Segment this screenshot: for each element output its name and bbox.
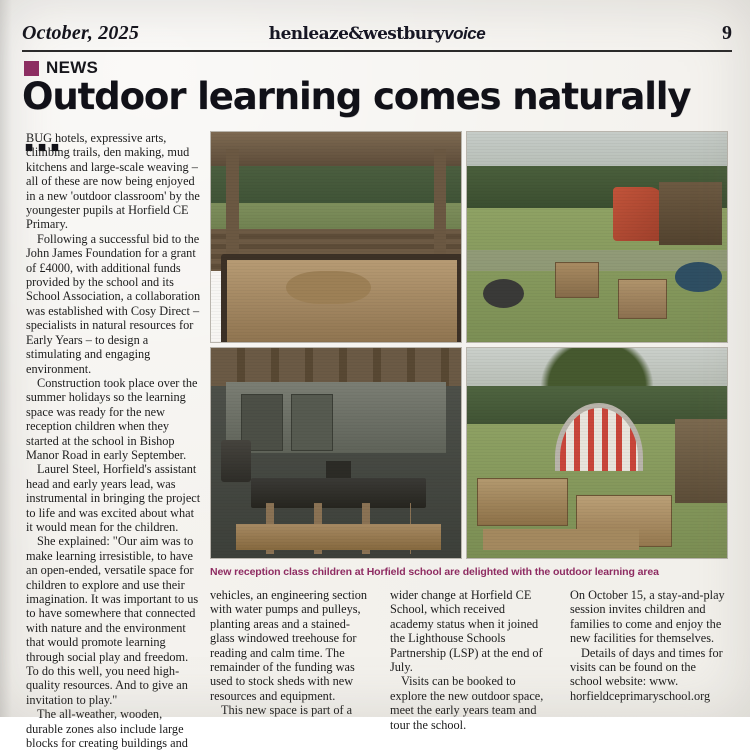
paragraph: Visits can be booked to explore the new outdoor space, meet the early years team and tour the school. — [390, 674, 544, 732]
paragraph: Details of days and times for visits can be found on the school website: www. horfieldceprimaryschool.org — [570, 645, 723, 703]
photo-mud-kitchen — [210, 131, 462, 343]
section-label: NEWS — [46, 58, 99, 77]
paragraph: The all-weather, wooden, durable zones also include large blocks for creating buildings and — [26, 707, 188, 750]
photo-crate — [618, 279, 667, 319]
photo-playhouse — [659, 182, 721, 245]
paragraph: vehicles, an engineering section with water pumps and pulleys, planting areas and a stained-glass windowed treehouse for reading and calm time. The remainder of the funding was used to stock sheds with new resources and equipment. — [210, 588, 368, 703]
page-fold-shadow — [0, 0, 12, 717]
paragraph: BUG hotels, expressive arts, climbing trails, den making, mud kitchens and large-scale weaving – all of these are now being enjoyed in a new 'outdoor classroom' by the youngester pupils at Horfield CE Primary. — [26, 131, 200, 232]
paragraph: wider change at Horfield CE School, which received academy status when it joined the Lighthouse Schools Partnership (LSP) at the end of July. — [390, 588, 543, 675]
photo-bench — [483, 529, 639, 550]
paragraph: Construction took place over the summer holidays so the learning space was ready for the new reception children when they started at the school in Bishop Manor Road in early September. — [26, 375, 198, 462]
square-icon — [24, 61, 39, 76]
issue-date: October, 2025 — [22, 22, 140, 44]
photo-shed — [675, 419, 727, 503]
article-bottom-columns — [210, 588, 730, 732]
photo-caption: New reception class children at Horfield school are delighted with the outdoor learning area — [210, 566, 659, 578]
photo-playground — [466, 131, 728, 343]
photo-planter — [477, 478, 567, 526]
page-number: 9 — [722, 22, 732, 44]
photo-grid — [210, 131, 728, 563]
article-left-column — [26, 131, 201, 750]
publication-logo-main: henleaze&westbury — [268, 24, 445, 44]
paragraph: Following a successful bid to the John James Foundation for a grant of £4000, with additional funds provided by the school and its School Association, a collaboration was established with Cosy Direct – specialists in natural resources for Early Years – to design a stimulating and engaging environment. — [26, 231, 201, 376]
paragraph: On October 15, a stay-and-play session invites children and families to come and enjoy the new facilities for themselves. — [570, 588, 725, 646]
publication-logo-suffix: voice — [444, 24, 486, 43]
photo-shed-door — [291, 394, 333, 451]
paragraph: She explained: "Our aim was to make learning irresistible, to have an open-ended, versatile space for children to explore and use their imagination. It was important to us to have somewhere that connected with nature and the environment that would promote learning through social play and freedom. To do this well, you need high-quality resources. And to give an invitation to play." — [26, 534, 199, 707]
photo-post-left — [226, 149, 239, 267]
article-bottom-column-1 — [210, 588, 370, 718]
paragraph: Laurel Steel, Horfield's assistant head and early years lead, was instrumental in bringing the project to life and was excited about what it would mean for the children. — [26, 462, 201, 534]
photo-roof-beams — [211, 348, 461, 386]
photo-sand-mound — [286, 271, 371, 305]
photo-slide — [613, 187, 665, 242]
photo-post-right — [434, 149, 447, 254]
photo-water-play — [675, 262, 722, 291]
page-title: Outdoor learning comes naturally ... — [22, 75, 691, 160]
photo-garden-arch — [466, 347, 728, 559]
masthead-divider — [22, 50, 732, 52]
photo-bench — [236, 524, 441, 549]
article-bottom-column-2 — [390, 588, 550, 732]
photo-canopy — [210, 132, 462, 166]
photo-barrel — [221, 440, 251, 482]
paragraph: This new space is part of a — [221, 703, 353, 718]
photo-outdoor-classroom — [210, 347, 462, 559]
publication-logo — [269, 24, 485, 44]
article-bottom-column-3 — [570, 588, 730, 703]
photo-crate — [555, 262, 599, 298]
